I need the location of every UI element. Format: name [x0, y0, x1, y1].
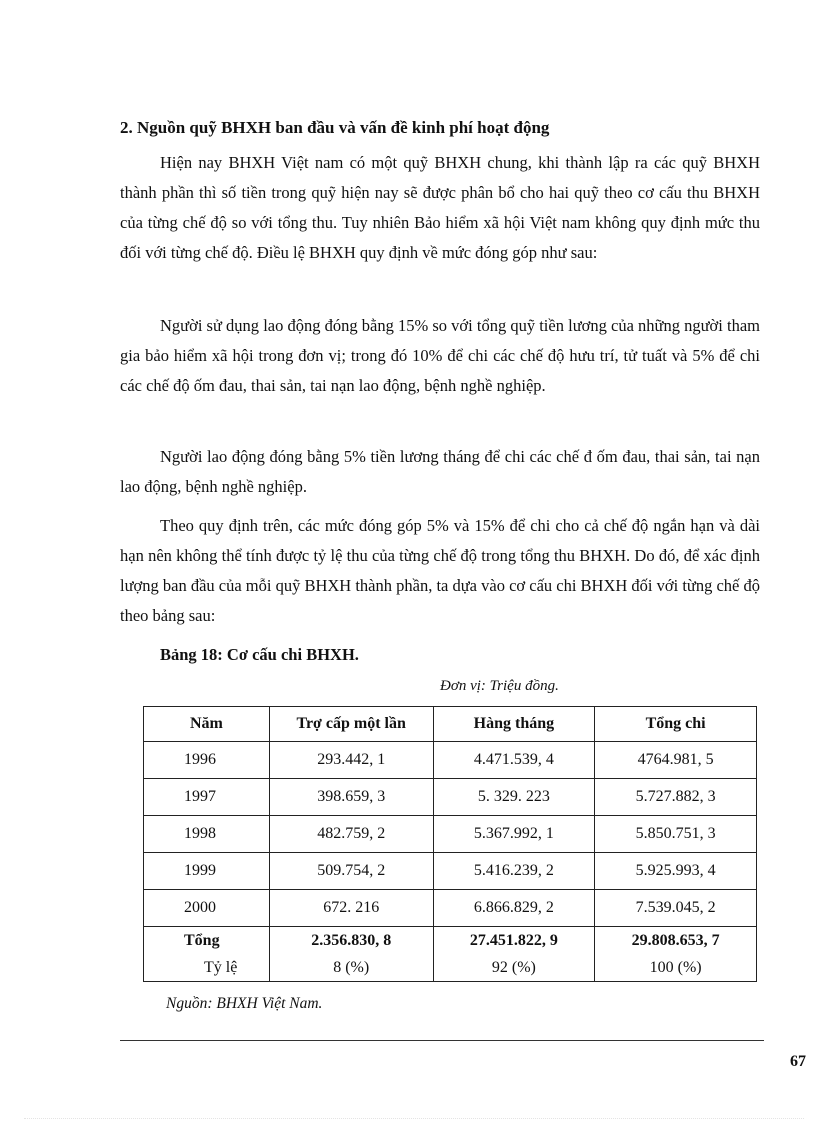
cell-total-spend: 7.539.045, 2 — [595, 890, 757, 927]
cell-total-spend: 5.727.882, 3 — [595, 779, 757, 816]
header-monthly: Hàng tháng — [433, 707, 595, 742]
cell-total-spend: 5.925.993, 4 — [595, 853, 757, 890]
page-number: 67 — [790, 1053, 806, 1070]
cell-year: 1996 — [144, 742, 270, 779]
ratio-total: 100 (%) — [595, 955, 757, 982]
page-edge-dotted-line — [24, 1118, 804, 1119]
cell-monthly: 5. 329. 223 — [433, 779, 595, 816]
table-total-row — [144, 927, 757, 956]
table-header-row — [144, 707, 757, 742]
cell-lump-sum: 398.659, 3 — [269, 779, 433, 816]
paragraph-3: Người lao động đóng bằng 5% tiền lương tháng để chi các chế đ ốm đau, thai sản, tai nạn lao động, bệnh nghề nghiệp. — [120, 447, 760, 496]
footer-divider — [120, 1040, 764, 1041]
cell-lump-sum: 509.754, 2 — [269, 853, 433, 890]
table-row — [144, 890, 757, 927]
header-total-spend: Tổng chi — [595, 707, 757, 742]
table-unit-note: Đơn vị: Triệu đồng. — [440, 678, 559, 694]
table-ratio-row — [144, 955, 757, 982]
paragraph-4: Theo quy định trên, các mức đóng góp 5% và 15% để chi cho cả chế độ ngắn hạn và dài hạn nên không thể tính được tỷ lệ thu của từng chế độ trong tổng thu BHXH. Do đó, để xác định lượng ban đầu của mỗi quỹ BHXH thành phần, ta dựa vào cơ cấu chi BHXH đối với từng chế độ theo bảng sau: — [120, 516, 760, 625]
paragraph-2: Người sử dụng lao động đóng bằng 15% so với tổng quỹ tiền lương của những người tham gia bảo hiểm xã hội trong đơn vị; trong đó 10% để chi các chế độ hưu trí, tử tuất và 5% để chi các chế độ ốm đau, thai sản, tai nạn lao động, bệnh nghề nghiệp. — [120, 316, 760, 395]
cell-year: 1997 — [144, 779, 270, 816]
ratio-lump-sum: 8 (%) — [269, 955, 433, 982]
cell-lump-sum: 293.442, 1 — [269, 742, 433, 779]
table-row — [144, 853, 757, 890]
table-row — [144, 779, 757, 816]
cell-year: 1999 — [144, 853, 270, 890]
cell-total-spend: 5.850.751, 3 — [595, 816, 757, 853]
cell-monthly: 5.416.239, 2 — [433, 853, 595, 890]
total-monthly: 27.451.822, 9 — [433, 927, 595, 956]
cell-monthly: 5.367.992, 1 — [433, 816, 595, 853]
header-year: Năm — [144, 707, 270, 742]
header-lump-sum: Trợ cấp một lần — [269, 707, 433, 742]
cell-lump-sum: 482.759, 2 — [269, 816, 433, 853]
cell-monthly: 6.866.829, 2 — [433, 890, 595, 927]
table-caption: Bảng 18: Cơ cấu chi BHXH. — [160, 645, 359, 664]
ratio-monthly: 92 (%) — [433, 955, 595, 982]
ratio-label: Tỷ lệ — [144, 955, 270, 982]
table-row — [144, 742, 757, 779]
section-heading: 2. Nguồn quỹ BHXH ban đầu và vấn đề kinh phí hoạt động — [120, 118, 550, 137]
total-lump-sum: 2.356.830, 8 — [269, 927, 433, 956]
table-row — [144, 816, 757, 853]
paragraph-1: Hiện nay BHXH Việt nam có một quỹ BHXH chung, khi thành lập ra các quỹ BHXH thành phần thì số tiền trong quỹ hiện nay sẽ được phân bổ cho hai quỹ theo cơ cấu thu BHXH của từng chế độ so với tổng thu. Tuy nhiên Bảo hiểm xã hội Việt nam không quy định mức thu đối với từng chế độ. Điều lệ BHXH quy định về mức đóng góp như sau: — [120, 153, 760, 262]
total-label: Tổng — [144, 927, 270, 956]
table-source: Nguồn: BHXH Việt Nam. — [166, 995, 323, 1012]
total-spend: 29.808.653, 7 — [595, 927, 757, 956]
cell-lump-sum: 672. 216 — [269, 890, 433, 927]
cell-year: 2000 — [144, 890, 270, 927]
cell-year: 1998 — [144, 816, 270, 853]
cell-monthly: 4.471.539, 4 — [433, 742, 595, 779]
cell-total-spend: 4764.981, 5 — [595, 742, 757, 779]
expenditure-table — [143, 706, 757, 982]
